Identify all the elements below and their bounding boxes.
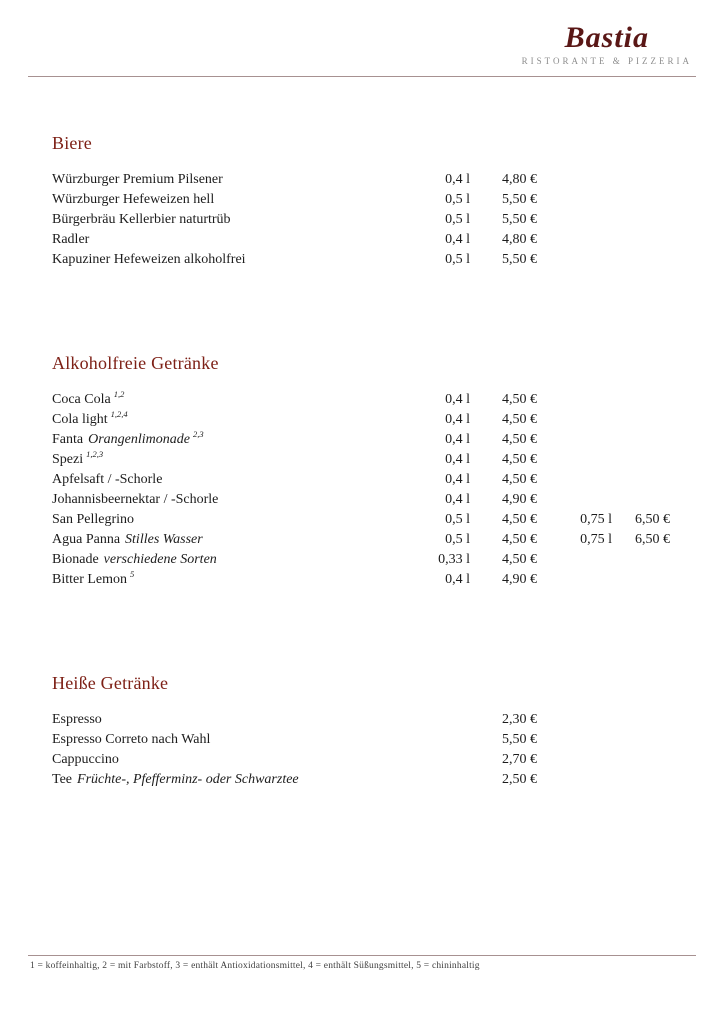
item-name-group [52, 230, 430, 250]
item-price-2 [612, 230, 670, 250]
item-volume: 0,4 l [445, 492, 470, 507]
item-volume-2: 0,75 l [580, 532, 612, 547]
item-price: 2,30 € [502, 712, 537, 727]
item-volume: 0,5 l [445, 192, 470, 207]
item-volume: 0,4 l [445, 172, 470, 187]
item-name-group [52, 550, 430, 570]
item-name: Johannisbeernektar / -Schorle [52, 492, 219, 507]
menu-section-biere [52, 132, 670, 270]
item-price: 2,50 € [502, 772, 537, 787]
item-price: 4,50 € [502, 432, 537, 447]
item-price-2 [612, 730, 670, 750]
item-name-group [52, 570, 430, 590]
item-volume: 0,4 l [445, 452, 470, 467]
footnotes-legend: 1 = koffeinhaltig, 2 = mit Farbstoff, 3 = enthält Antioxidationsmittel, 4 = enthält Süßungsmittel, 5 = chininhaltig [30, 961, 480, 971]
item-name: Espresso Correto nach Wahl [52, 732, 211, 747]
footer-divider [28, 955, 696, 956]
item-volume: 0,4 l [445, 232, 470, 247]
item-volume: 0,5 l [445, 532, 470, 547]
item-name: Agua Panna [52, 532, 121, 547]
item-volume-2 [537, 730, 612, 750]
item-volume-2 [537, 770, 612, 790]
item-price-2 [612, 430, 670, 450]
item-footnote-refs: 1,2,3 [86, 449, 104, 460]
item-price: 4,90 € [502, 572, 537, 587]
item-price-2 [612, 750, 670, 770]
item-volume-2 [537, 410, 612, 430]
item-volume-2 [537, 750, 612, 770]
item-volume-2 [537, 210, 612, 230]
item-name: Würzburger Premium Pilsener [52, 172, 223, 187]
menu-item-row [52, 430, 670, 450]
item-name: Apfelsaft / -Schorle [52, 472, 163, 487]
item-volume: 0,4 l [445, 472, 470, 487]
item-volume [430, 710, 470, 730]
item-name-group [52, 490, 430, 510]
item-name-group [52, 430, 430, 450]
item-volume-2 [537, 170, 612, 190]
brand-logo: Bastia [564, 21, 649, 54]
item-name: Kapuziner Hefeweizen alkoholfrei [52, 252, 246, 267]
item-volume-2 [537, 250, 612, 270]
item-volume-2 [537, 390, 612, 410]
menu-item-row [52, 530, 670, 550]
item-name-group [52, 710, 430, 730]
item-price: 4,50 € [502, 472, 537, 487]
section-title: Biere [52, 133, 92, 153]
menu-item-row [52, 230, 670, 250]
menu-section-alkoholfreie-getraenke [52, 352, 670, 590]
menu-item-row [52, 190, 670, 210]
item-price: 4,50 € [502, 452, 537, 467]
item-price: 4,50 € [502, 532, 537, 547]
item-volume-2 [537, 550, 612, 570]
item-volume-2 [537, 490, 612, 510]
item-volume: 0,4 l [445, 572, 470, 587]
item-price-2 [612, 410, 670, 430]
item-name-group [52, 170, 430, 190]
item-price: 5,50 € [502, 192, 537, 207]
item-volume-2 [537, 230, 612, 250]
menu-section-heisse-getraenke [52, 672, 670, 790]
item-volume: 0,4 l [445, 432, 470, 447]
item-name: Bionade [52, 552, 99, 567]
item-name: Espresso [52, 712, 102, 727]
item-name: Coca Cola [52, 392, 111, 407]
item-volume-2 [537, 470, 612, 490]
menu-item-row [52, 510, 670, 530]
item-name: Fanta [52, 432, 84, 447]
menu-item-row [52, 210, 670, 230]
item-volume-2: 0,75 l [580, 512, 612, 527]
menu-item-row [52, 750, 670, 770]
item-volume [430, 770, 470, 790]
item-price: 4,50 € [502, 392, 537, 407]
item-volume: 0,4 l [445, 412, 470, 427]
item-price-2 [612, 190, 670, 210]
item-name: Cola light [52, 412, 108, 427]
item-footnote-refs: 5 [130, 569, 135, 580]
item-price-2 [612, 210, 670, 230]
item-name-group [52, 450, 430, 470]
item-name-group [52, 510, 430, 530]
item-price: 5,50 € [502, 732, 537, 747]
item-volume-2 [537, 710, 612, 730]
item-price: 4,50 € [502, 512, 537, 527]
menu-item-row [52, 550, 670, 570]
brand-tagline: RISTORANTE & PIZZERIA [521, 56, 692, 66]
menu-item-row [52, 470, 670, 490]
item-description: Früchte-, Pfefferminz- oder Schwarztee [77, 772, 299, 787]
brand-block [522, 22, 692, 66]
item-price-2 [612, 770, 670, 790]
item-name-group [52, 750, 430, 770]
item-price-2 [612, 250, 670, 270]
item-description: Stilles Wasser [125, 532, 203, 547]
item-name-group [52, 250, 430, 270]
item-price-2 [612, 490, 670, 510]
item-name: Bitter Lemon [52, 572, 128, 587]
item-price-2: 6,50 € [635, 532, 670, 547]
item-name-group [52, 530, 430, 550]
item-name: Radler [52, 232, 90, 247]
menu-item-row [52, 390, 670, 410]
item-name-group [52, 470, 430, 490]
item-price-2 [612, 450, 670, 470]
menu-content [52, 76, 670, 790]
item-name-group [52, 390, 430, 410]
item-volume: 0,33 l [438, 552, 470, 567]
item-footnote-refs: 2,3 [193, 429, 204, 440]
item-price-2 [612, 470, 670, 490]
item-price-2 [612, 170, 670, 190]
item-name-group [52, 210, 430, 230]
menu-item-row [52, 730, 670, 750]
item-price-2 [612, 570, 670, 590]
item-price: 4,50 € [502, 412, 537, 427]
item-volume [430, 730, 470, 750]
item-volume: 0,5 l [445, 512, 470, 527]
item-volume-2 [537, 430, 612, 450]
item-name: San Pellegrino [52, 512, 135, 527]
item-price: 2,70 € [502, 752, 537, 767]
item-price: 4,80 € [502, 172, 537, 187]
item-price: 4,80 € [502, 232, 537, 247]
item-volume: 0,5 l [445, 212, 470, 227]
item-price-2: 6,50 € [635, 512, 670, 527]
item-price: 5,50 € [502, 212, 537, 227]
menu-item-row [52, 770, 670, 790]
item-name: Cappuccino [52, 752, 119, 767]
item-price-2 [612, 390, 670, 410]
item-volume-2 [537, 450, 612, 470]
menu-item-row [52, 170, 670, 190]
item-name-group [52, 410, 430, 430]
item-name: Tee [52, 772, 73, 787]
item-name-group [52, 190, 430, 210]
item-description: Orangenlimonade [88, 432, 190, 447]
item-volume [430, 750, 470, 770]
item-volume: 0,4 l [445, 392, 470, 407]
item-price: 5,50 € [502, 252, 537, 267]
menu-item-row [52, 490, 670, 510]
item-volume-2 [537, 570, 612, 590]
item-volume: 0,5 l [445, 252, 470, 267]
item-footnote-refs: 1,2 [113, 389, 125, 400]
item-name: Spezi [52, 452, 84, 467]
item-price-2 [612, 550, 670, 570]
item-price: 4,90 € [502, 492, 537, 507]
menu-item-row [52, 410, 670, 430]
item-price-2 [612, 710, 670, 730]
item-name-group [52, 770, 430, 790]
item-description: verschiedene Sorten [103, 552, 217, 567]
menu-item-row [52, 710, 670, 730]
section-title: Heiße Getränke [52, 673, 169, 693]
menu-item-row [52, 250, 670, 270]
menu-item-row [52, 450, 670, 470]
section-title: Alkoholfreie Getränke [52, 353, 219, 373]
item-volume-2 [537, 190, 612, 210]
item-name-group [52, 730, 430, 750]
item-name: Bürgerbräu Kellerbier naturtrüb [52, 212, 231, 227]
menu-item-row [52, 570, 670, 590]
item-price: 4,50 € [502, 552, 537, 567]
item-footnote-refs: 1,2,4 [110, 409, 128, 420]
item-name: Würzburger Hefeweizen hell [52, 192, 215, 207]
